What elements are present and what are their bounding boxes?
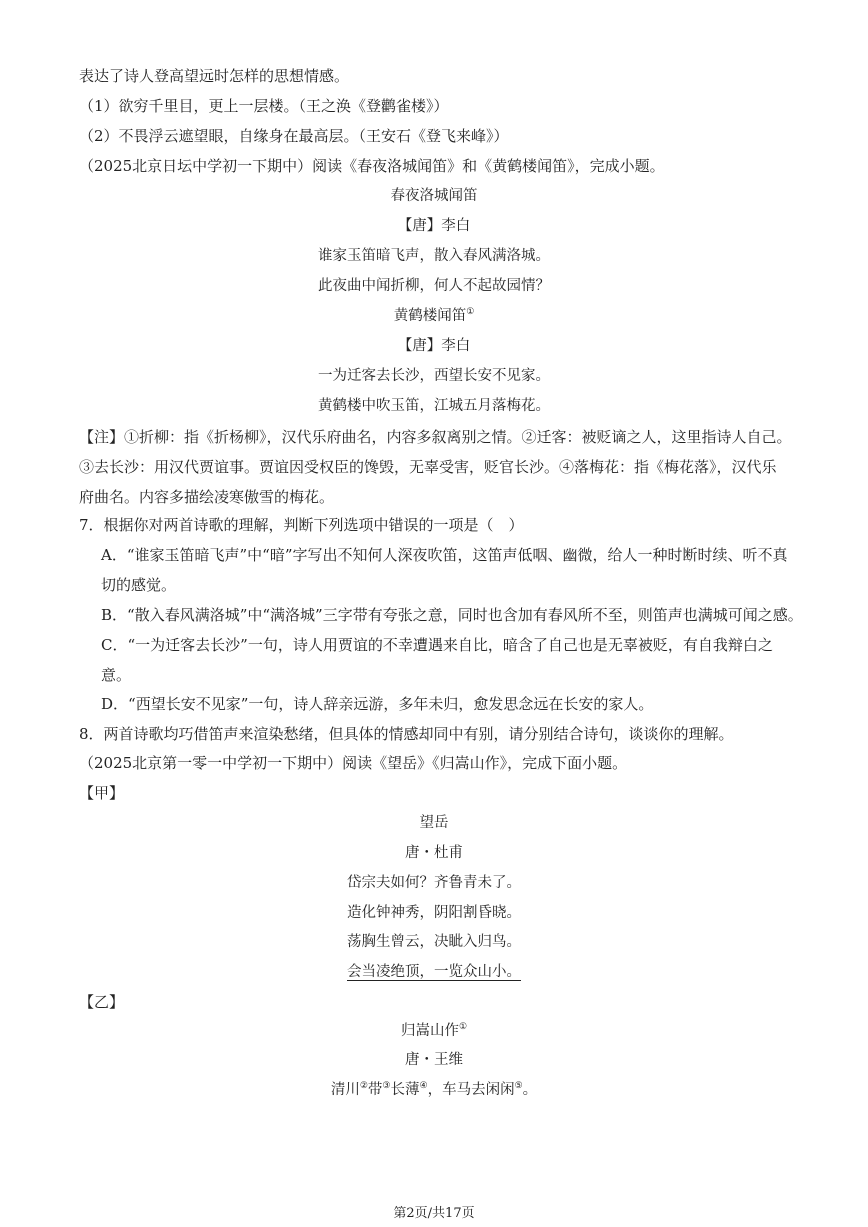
section-intro-2: （2025北京第一零一中学初一下期中）阅读《望岳》《归嵩山作》，完成下面小题。 (79, 754, 628, 772)
poem1-line-2: 此夜曲中闻折柳，何人不起故园情？ (318, 278, 550, 294)
poem4-author: 唐・王维 (405, 1052, 463, 1068)
poem3-line-1: 岱宗夫如何？齐鲁青未了。 (347, 875, 521, 891)
option-c-line-1: C．“一为迁客去长沙”一句，诗人用贾谊的不幸遭遇来自比，暗含了自己也是无辜被贬，有自我辩白之 (101, 636, 773, 654)
quote-line-1: （1）欲穷千里目，更上一层楼。（王之涣《登鹳雀楼》） (79, 97, 449, 115)
poem1-line-1: 谁家玉笛暗飞声，散入春风满洛城。 (318, 248, 550, 264)
poem2-line-1: 一为迁客去长沙，西望长安不见家。 (318, 368, 550, 384)
section-intro-1: （2025北京日坛中学初一下期中）阅读《春夜洛城闻笛》和《黄鹤楼闻笛》，完成小题。 (79, 157, 665, 175)
jia-label: 【甲】 (79, 784, 125, 802)
poem2-title: 黄鹤楼闻笛① (393, 307, 475, 324)
yi-label: 【乙】 (79, 993, 125, 1011)
poem3-title: 望岳 (419, 815, 449, 831)
note-line-3: 府曲名。内容多描绘凌寒傲雪的梅花。 (79, 488, 335, 506)
poem3-line-4-underlined: 会当凌绝顶，一览众山小。 (347, 964, 521, 980)
quote-line-2: （2）不畏浮云遮望眼，自缘身在最高层。（王安石《登飞来峰》） (79, 127, 509, 145)
note-line-1: 【注】①折柳：指《折杨柳》，汉代乐府曲名，内容多叙离别之情。②迁客：被贬谪之人，这里指诗人自己。 (79, 428, 792, 446)
page-number-footer: 第2页/共17页 (393, 1206, 475, 1221)
poem4-title: 归嵩山作① (400, 1022, 468, 1039)
poem1-title: 春夜洛城闻笛 (390, 188, 478, 204)
note-line-2: ③去长沙：用汉代贾谊事。贾谊因受权臣的馋毁，无辜受害，贬官长沙。④落梅花：指《梅花落》，汉代乐 (79, 458, 777, 476)
option-b: B．“散入春风满洛城”中“满洛城”三字带有夸张之意，同时也含加有春风所不至，则笛声也满城可闻之感。 (101, 606, 803, 624)
option-a-line-2: 切的感觉。 (101, 576, 177, 594)
option-a-line-1: A．“谁家玉笛暗飞声”中“暗”字写出不知何人深夜吹笛，这笛声低咽、幽微，给人一种时断时续、听不真 (101, 546, 788, 564)
option-d: D．“西望长安不见家”一句，诗人辞亲远游，多年未归，愈发思念远在长安的家人。 (101, 695, 654, 713)
poem3-line-3: 荡胸生曾云，决眦入归鸟。 (347, 934, 521, 950)
poem2-line-2: 黄鹤楼中吹玉笛，江城五月落梅花。 (318, 398, 550, 414)
text-line: 表达了诗人登高望远时怎样的思想情感。 (79, 67, 350, 85)
option-c-line-2: 意。 (101, 666, 132, 684)
question-8: 8．两首诗歌均巧借笛声来渲染愁绪，但具体的情感却同中有别，请分别结合诗句，谈谈你的理解。 (79, 725, 734, 743)
poem4-line-1: 清川②带③长薄④，车马去闲闲⑤。 (330, 1081, 538, 1098)
poem2-author: 【唐】李白 (397, 338, 471, 354)
poem3-line-2: 造化钟神秀，阴阳割昏晓。 (347, 905, 521, 921)
question-7-stem: 7．根据你对两首诗歌的理解，判断下列选项中错误的一项是（ ） (79, 516, 524, 534)
poem3-author: 唐・杜甫 (405, 845, 463, 861)
poem1-author: 【唐】李白 (397, 218, 471, 234)
